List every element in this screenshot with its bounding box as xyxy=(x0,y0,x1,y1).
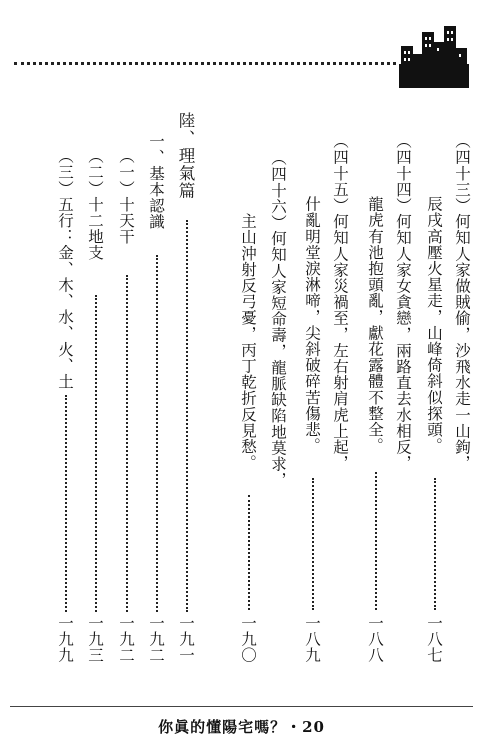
toc-page-number: 一八九 xyxy=(303,615,321,663)
footer-rule xyxy=(10,706,473,707)
toc-entry-46-line2: 主山沖射反弓憂，丙丁乾折反見愁。 xyxy=(239,213,257,471)
page-footer: 你眞的懂陽宅嗎？・20 xyxy=(158,718,325,736)
toc-page-number: 一九〇 xyxy=(239,615,257,663)
toc-item-title: （一）十天干 xyxy=(117,148,135,245)
toc-entry-44-line2: 龍虎有池抱頭亂，獻花露體不整全。 xyxy=(366,196,384,454)
toc-leader xyxy=(434,478,436,610)
toc-leader xyxy=(65,395,67,612)
toc-entry-44-line1: （四十四）何知人家女貪戀，兩路直去水相反， xyxy=(394,133,412,472)
toc-subsection-title: 一、基本認識 xyxy=(147,133,165,230)
toc-entry-46-line1: （四十六）何知人家短命壽，龍脈缺陷地莫求， xyxy=(269,150,287,489)
toc-page-number: 一九二 xyxy=(147,615,165,663)
toc-item-title: （三）五行：金、木、水、火、土 xyxy=(56,148,74,390)
toc-entry-45-line2: 什亂明堂淚淋啼，尖斜破碎苦傷悲。 xyxy=(303,196,321,454)
toc-leader xyxy=(186,220,188,612)
toc-page-number: 一九一 xyxy=(177,615,195,663)
toc-page-number: 一九二 xyxy=(117,615,135,663)
toc-section-title: 陸、理氣篇 xyxy=(176,112,195,200)
toc-page-number: 一九三 xyxy=(86,615,104,663)
toc-leader xyxy=(375,472,377,610)
toc-entry-43-line1: （四十三）何知人家做賊偷，沙飛水走一山鉤， xyxy=(453,133,471,472)
toc-item-title: （二）十二地支 xyxy=(86,148,104,261)
header-dotted-rule xyxy=(14,62,396,65)
toc-page-number: 一八八 xyxy=(366,615,384,663)
toc-leader xyxy=(126,275,128,612)
toc-entry-45-line1: （四十五）何知人家災禍至，左右射肩虎上起， xyxy=(331,133,349,472)
toc-entry-43-line2: 辰戌高壓火星走，山峰倚斜似探頭。 xyxy=(425,196,443,454)
toc-leader xyxy=(312,478,314,610)
toc-leader xyxy=(95,295,97,612)
toc-leader xyxy=(156,255,158,612)
toc-leader xyxy=(248,495,250,610)
city-skyline-icon xyxy=(399,24,469,88)
toc-page-number: 一九九 xyxy=(56,615,74,663)
toc-page-number: 一八七 xyxy=(425,615,443,663)
